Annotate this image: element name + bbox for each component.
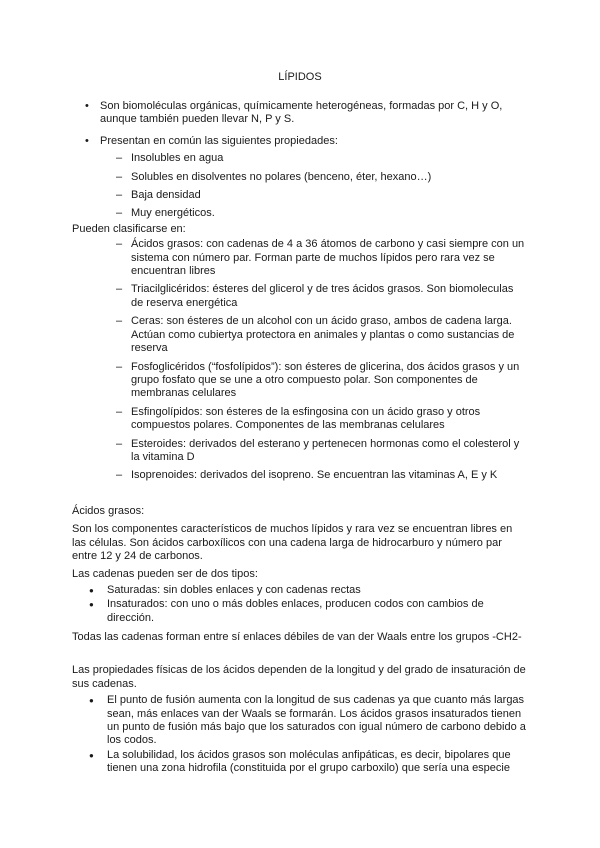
- list-item: – Fosfoglicéridos (“fosfolípidos”): son ésteres de glicerina, dos ácidos grasos y un grupo fosfato que se une a otro compuesto polar. Son componentes de membranas celulares: [72, 361, 528, 401]
- list-item: ● El punto de fusión aumenta con la longitud de sus cadenas ya que cuanto más largas sean, más enlaces van der Waals se formarán. Los ácidos grasos insaturados tienen un punto de fusión más bajo que los saturados con igual número de carbono debido a los codos.: [72, 694, 528, 748]
- list-item-text: Presentan en común las siguientes propiedades:: [100, 134, 338, 147]
- intro-list: [72, 100, 528, 221]
- list-item: – Triacilglicéridos: ésteres del glicerol y de tres ácidos grasos. Son biomoleculas de reserva energética: [72, 283, 528, 310]
- list-item: • Son biomoléculas orgánicas, químicamente heterogéneas, formadas por C, H y O, aunque también pueden llevar N, P y S.: [72, 100, 528, 127]
- list-item: ● Insaturados: con uno o más dobles enlaces, producen codos con cambios de dirección.: [72, 598, 528, 625]
- list-item: – Esfingolípidos: son ésteres de la esfingosina con un ácido graso y otros compuestos polares. Componentes de las membranas celulares: [72, 406, 528, 433]
- physical-properties-intro: Las propiedades físicas de los ácidos dependen de la longitud y del grado de insaturación de sus cadenas.: [72, 664, 526, 690]
- fatty-acids-intro: Son los componentes característicos de muchos lípidos y rara vez se encuentran libres en las células. Son ácidos carboxílicos con una cadena larga de hidrocarburo y número par entre 12 y 24 de carbonos.: [72, 523, 513, 562]
- section-heading-fatty-acids: Ácidos grasos:: [72, 504, 145, 517]
- list-item: – Ácidos grasos: con cadenas de 4 a 36 átomos de carbono y casi siempre con un sistema con número par. Forman parte de muchos lípidos pero rara vez se encuentran libres: [72, 238, 528, 278]
- list-item: – Isoprenoides: derivados del isopreno. Se encuentran las vitaminas A, E y K: [72, 469, 528, 482]
- list-item: ● Saturadas: sin dobles enlaces y con cadenas rectas: [72, 584, 528, 597]
- van-der-waals-note: Todas las cadenas forman entre sí enlaces débiles de van der Waals entre los grupos -CH2-: [72, 631, 522, 643]
- physical-properties-list: [72, 694, 528, 775]
- chain-types-list: [72, 584, 528, 625]
- classification-heading: Pueden clasificarse en:: [72, 222, 186, 235]
- classification-list: [72, 238, 528, 483]
- chain-types-intro: Las cadenas pueden ser de dos tipos:: [72, 568, 258, 581]
- list-item: ● La solubilidad, los ácidos grasos son moléculas anfipáticas, es decir, bipolares que tienen una zona hidrofila (constituida por el grupo carboxilo) que sería una especie: [72, 749, 528, 776]
- list-item: – Solubles en disolventes no polares (benceno, éter, hexano…): [72, 171, 528, 184]
- list-item: – Ceras: son ésteres de un alcohol con un ácido graso, ambos de cadena larga. Actúan como cubiertya protectora en animales y plantas o como sustancias de reserva: [72, 315, 528, 355]
- list-item: – Insolubles en agua: [72, 152, 528, 165]
- list-item: – Baja densidad: [72, 189, 528, 202]
- list-item: – Esteroides: derivados del esterano y pertenecen hormonas como el colesterol y la vitamina D: [72, 438, 528, 465]
- document-body: [72, 100, 528, 777]
- list-item: [72, 135, 528, 221]
- page-title: LÍPIDOS: [278, 71, 322, 83]
- list-item: – Muy energéticos.: [72, 207, 528, 220]
- properties-list: [72, 152, 528, 221]
